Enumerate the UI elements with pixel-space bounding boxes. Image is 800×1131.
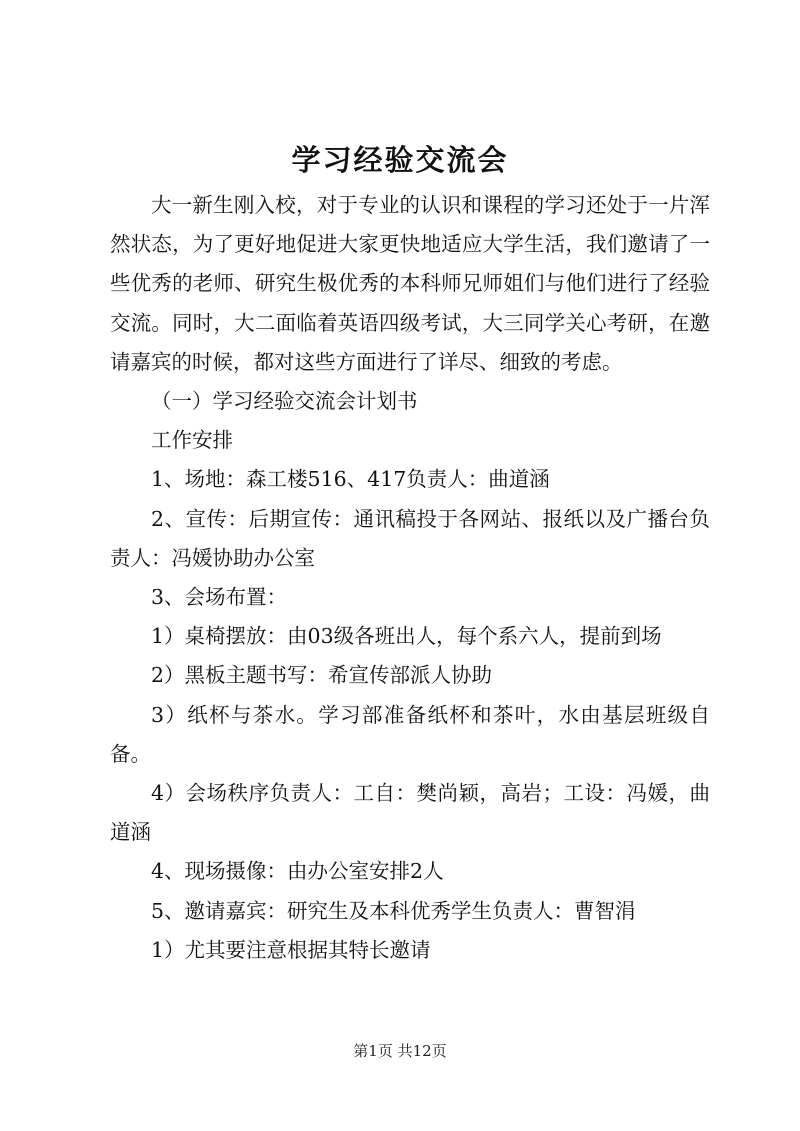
order-subitem: 4）会场秩序负责人：工自：樊尚颖，高岩；工设：冯媛，曲道涵 (110, 781, 710, 845)
cups-tea-subitem: 3）纸杯与茶水。学习部准备纸杯和茶叶，水由基层班级自备。 (110, 702, 710, 766)
photography-item: 4、现场摄像：由办公室安排2人 (151, 859, 444, 884)
page-number-footer: 第1页 共12页 (353, 1042, 447, 1060)
work-arrangement-heading: 工作安排 (151, 428, 233, 453)
guests-item: 5、邀请嘉宾：研究生及本科优秀学生负责人：曹智涓 (151, 898, 636, 923)
venue-layout-item: 3、会场布置： (151, 585, 288, 610)
seating-subitem: 1）桌椅摆放：由03级各班出人，每个系六人，提前到场 (151, 624, 662, 649)
document-body (110, 186, 710, 970)
guests-subitem: 1）尤其要注意根据其特长邀请 (151, 937, 431, 962)
blackboard-subitem: 2）黑板主题书写：希宣传部派人协助 (151, 663, 493, 688)
intro-paragraph: 大一新生刚入校，对于专业的认识和课程的学习还处于一片浑然状态，为了更好地促进大家更快地适应大学生活，我们邀请了一些优秀的老师、研究生极优秀的本科师兄师姐们与他们进行了经验交流。同时，大二面临着英语四级考试，大三同学关心考研，在邀请嘉宾的时候，都对这些方面进行了详尽、细致的考虑。 (110, 193, 710, 374)
document-title: 学习经验交流会 (291, 143, 509, 177)
venue-item: 1、场地：森工楼516、417负责人：曲道涵 (151, 467, 550, 492)
publicity-item: 2、宣传：后期宣传：通讯稿投于各网站、报纸以及广播台负责人：冯媛协助办公室 (110, 506, 710, 570)
section-heading-plan: （一）学习经验交流会计划书 (151, 389, 418, 414)
